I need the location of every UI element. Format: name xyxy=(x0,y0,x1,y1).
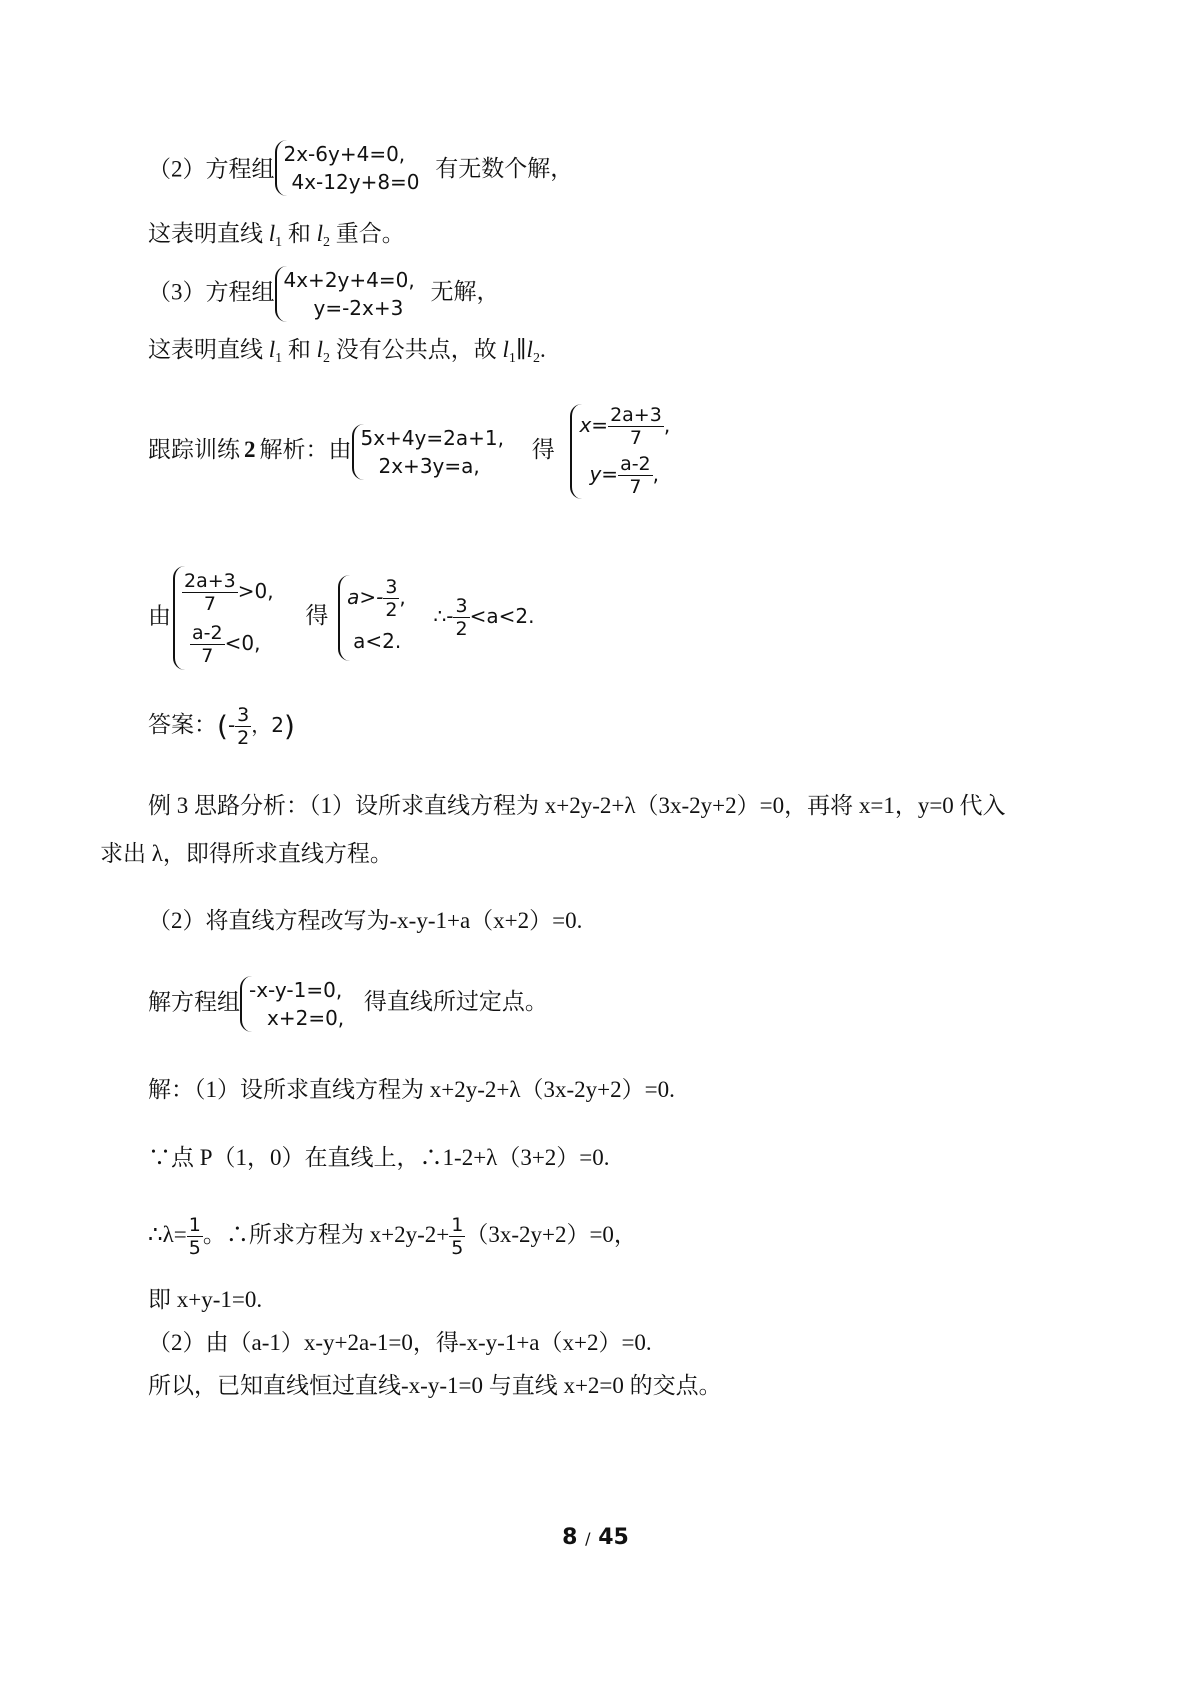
denominator: 7 xyxy=(201,645,214,667)
lhs: a>- xyxy=(347,585,384,609)
var-l: l xyxy=(526,337,533,362)
text: 跟踪训练 xyxy=(148,436,240,462)
subscript: 1 xyxy=(275,235,283,250)
current-page: 8 xyxy=(562,1525,578,1550)
numerator: 2a+3 xyxy=(610,404,662,426)
page-separator: / xyxy=(585,1529,591,1548)
text: , xyxy=(399,585,406,609)
solution-1-line: 解：（1）设所求直线方程为 x+2y-2+λ（3x-2y+2）=0. xyxy=(148,1077,675,1102)
inequality-row xyxy=(182,566,274,616)
close-paren: ) xyxy=(283,709,295,743)
denominator: 2 xyxy=(455,618,468,641)
practice-2-line xyxy=(148,404,670,499)
therefore-symbol: ∴- xyxy=(433,604,454,629)
text: <a<2. xyxy=(469,604,535,629)
denominator: 2 xyxy=(385,599,398,621)
equation-system xyxy=(240,976,344,1032)
fraction xyxy=(608,404,664,449)
text: 。∴所求方程为 x+2y-2+ xyxy=(202,1221,450,1247)
practice-number: 2 xyxy=(244,436,256,462)
page-number xyxy=(0,1525,1191,1550)
text: 和 xyxy=(282,221,317,246)
item-3-tail: 无解， xyxy=(430,279,500,305)
item-3-lead: （3）方程组 xyxy=(148,279,275,305)
var-l: l xyxy=(316,337,324,362)
fraction xyxy=(187,1214,203,1259)
inequality-system xyxy=(173,566,274,670)
text: 得 xyxy=(305,603,329,629)
equation-row: x+2=0, xyxy=(267,1006,345,1030)
lhs: x= xyxy=(579,413,609,437)
point-line: ∵点 P（1，0）在直线上，∴1-2+λ（3+2）=0. xyxy=(148,1145,610,1170)
lambda-line xyxy=(148,1214,637,1259)
denominator: 2 xyxy=(237,727,250,749)
numerator: 3 xyxy=(455,595,468,618)
result-system xyxy=(338,575,406,661)
text: （3x-2y+2）=0， xyxy=(465,1221,637,1247)
fraction xyxy=(235,704,251,749)
conclusion-line: 所以，已知直线恒过直线-x-y-1=0 与直线 x+2=0 的交点。 xyxy=(148,1373,722,1398)
numerator: 3 xyxy=(385,576,398,598)
item-2-tail: 有无数个解， xyxy=(435,156,574,182)
solution-row xyxy=(579,404,670,449)
equation-row: 2x+3y=a, xyxy=(378,453,480,478)
var-l: l xyxy=(316,221,324,246)
numerator: 1 xyxy=(451,1214,464,1236)
subscript: 2 xyxy=(323,235,331,250)
denominator: 5 xyxy=(451,1237,464,1259)
text: >0, xyxy=(237,579,274,603)
solution-row xyxy=(579,449,670,499)
therefore-expr xyxy=(433,595,535,641)
item-3-system-line xyxy=(148,266,499,322)
text: 得直线所过定点。 xyxy=(363,989,548,1015)
text: 重合。 xyxy=(330,221,405,246)
numerator: 1 xyxy=(188,1214,201,1236)
fraction xyxy=(190,622,225,667)
coincide-line xyxy=(148,218,405,259)
fraction xyxy=(453,595,469,640)
equation-system xyxy=(352,424,504,480)
subscript: 1 xyxy=(275,351,283,366)
denominator: 7 xyxy=(203,593,216,615)
equation-system xyxy=(275,266,415,322)
equation-system xyxy=(275,140,420,196)
minus: - xyxy=(227,712,236,737)
example-3-line-2: 求出 λ，即得所求直线方程。 xyxy=(100,841,393,866)
fraction xyxy=(449,1214,465,1259)
denominator: 7 xyxy=(629,476,642,498)
var-l: l xyxy=(268,337,276,362)
subscript: 1 xyxy=(508,351,516,366)
equation-row: 2x-6y+4=0, xyxy=(283,142,406,166)
var-l: l xyxy=(502,337,509,362)
solve-system-line xyxy=(148,976,548,1032)
text: 解方程组 xyxy=(148,989,240,1015)
text: 这表明直线 xyxy=(148,221,269,246)
numerator: 3 xyxy=(237,704,250,726)
solution-system xyxy=(570,404,670,499)
text: , xyxy=(652,462,660,486)
total-pages: 45 xyxy=(598,1525,629,1550)
denominator: 7 xyxy=(629,427,642,449)
inequality-line xyxy=(148,566,534,670)
item-2-system-line xyxy=(148,142,574,196)
numerator: a-2 xyxy=(192,622,223,644)
text: ∴λ= xyxy=(148,1221,187,1247)
equation-row: 4x-12y+8=0 xyxy=(291,170,420,194)
numerator: 2a+3 xyxy=(184,570,236,592)
subscript: 2 xyxy=(532,351,540,366)
fraction xyxy=(618,453,653,498)
rewrite-line: （2）将直线方程改写为-x-y-1+a（x+2）=0. xyxy=(148,908,583,933)
text: 这表明直线 xyxy=(148,337,269,362)
inequality-row xyxy=(182,616,274,670)
equation-row: 5x+4y=2a+1, xyxy=(360,425,504,450)
subscript: 2 xyxy=(323,351,331,366)
equation-row: 4x+2y+4=0, xyxy=(283,268,415,292)
result-row xyxy=(347,575,406,621)
example-3-line: 例 3 思路分析：（1）设所求直线方程为 x+2y-2+λ（3x-2y+2）=0，再将 x=1，y=0 代入 xyxy=(148,793,1006,818)
item-2-lead: （2）方程组 xyxy=(148,156,275,182)
answer-label: 答案： xyxy=(148,711,217,737)
text: ，2 xyxy=(251,712,284,737)
equation-row: y=-2x+3 xyxy=(313,296,404,320)
open-paren: ( xyxy=(217,709,228,743)
var-l: l xyxy=(268,221,276,246)
parallel-line xyxy=(148,334,546,375)
text: <0, xyxy=(224,631,261,655)
fraction xyxy=(383,576,399,621)
text: 得 xyxy=(531,436,555,462)
result-row: a<2. xyxy=(353,629,402,653)
numerator: a-2 xyxy=(620,453,651,475)
answer-line xyxy=(148,704,295,749)
text: , xyxy=(663,413,671,437)
result-line: 即 x+y-1=0. xyxy=(148,1287,263,1312)
parallel-symbol: ∥ xyxy=(515,337,527,362)
text: 由 xyxy=(148,603,171,629)
fraction xyxy=(182,570,238,615)
text: 解析：由 xyxy=(259,436,352,462)
text: 和 xyxy=(282,337,317,362)
equation-row: -x-y-1=0, xyxy=(249,978,343,1002)
text: 没有公共点，故 xyxy=(330,337,503,362)
lhs: y= xyxy=(589,462,619,486)
denominator: 5 xyxy=(188,1237,201,1259)
solution-2-line: （2）由（a-1）x-y+2a-1=0，得-x-y-1+a（x+2）=0. xyxy=(148,1330,652,1355)
text: . xyxy=(539,337,546,362)
